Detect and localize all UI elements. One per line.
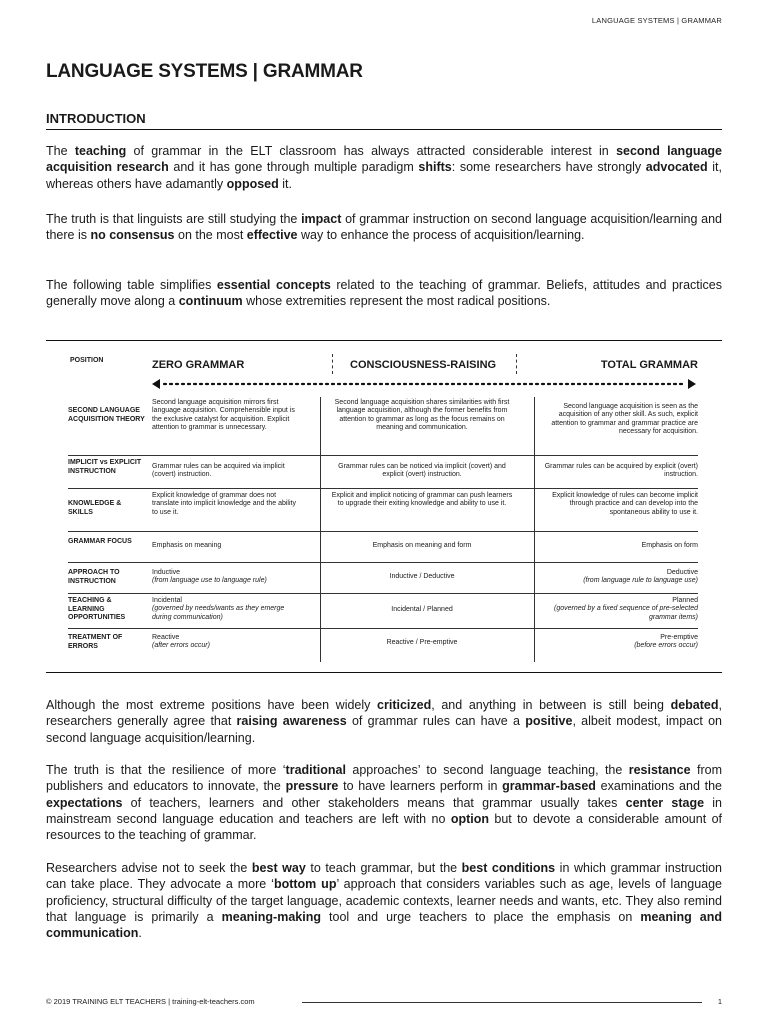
- table-row: [68, 593, 698, 629]
- row-label: GRAMMAR FOCUS: [68, 538, 132, 545]
- cell-cr: Reactive / Pre-emptive: [386, 639, 458, 646]
- section-heading: INTRODUCTION: [46, 111, 722, 130]
- cell-zero: Emphasis on meaning: [152, 542, 222, 549]
- continuum-arrow: [152, 379, 696, 389]
- cell-total: Explicit knowledge of rules can become implicit through practice and can develop into the spontaneous ability to use it.: [552, 492, 698, 516]
- col-zero-grammar: ZERO GRAMMAR: [152, 359, 245, 371]
- table-row: [68, 397, 698, 456]
- position-label: POSITION: [70, 357, 104, 364]
- cell-zero: Incidental (governed by needs/wants as they emerge during communication): [152, 597, 285, 621]
- row-label: TEACHING & LEARNING OPPORTUNITIES: [68, 597, 126, 622]
- footer-rule: [302, 1002, 702, 1003]
- row-label: IMPLICIT vs EXPLICIT INSTRUCTION: [68, 459, 142, 475]
- cell-total: Second language acquisition is seen as the acquisition of any other skill. As such, explicit attention to grammar and grammar practice are necessary for acquisition.: [551, 403, 698, 436]
- cell-cr: Grammar rules can be noticed via implicit (covert) and explicit (overt) instruction.: [338, 463, 506, 479]
- col-divider: [516, 354, 517, 374]
- table-row: [68, 531, 698, 563]
- table-row: [68, 488, 698, 532]
- grammar-positions-table: [46, 340, 722, 673]
- cell-total: Emphasis on form: [641, 542, 698, 549]
- paragraph-3: The following table simplifies essential concepts related to the teaching of grammar. Beliefs, attitudes and practices generally move along a continuum whose extremities represent the most radical positions.: [46, 278, 722, 309]
- cell-total: Pre-emptive (before errors occur): [634, 634, 698, 650]
- cell-cr: Explicit and implicit noticing of grammar can push learners to upgrade their exiting knowledge and ability to use it.: [331, 492, 513, 508]
- cell-cr: Inductive / Deductive: [389, 573, 455, 580]
- cell-total: Grammar rules can be acquired by explicit (overt) instruction.: [544, 463, 698, 479]
- cell-zero: Inductive (from language use to language rule): [152, 569, 267, 585]
- row-label: SECOND LANGUAGE ACQUISITION THEORY: [68, 407, 145, 423]
- col-total-grammar: TOTAL GRAMMAR: [600, 359, 698, 371]
- cell-cr: Second language acquisition shares similarities with first language acquisition, although the former benefits from attention to grammar as long as the focus remains on meaning and communication.: [334, 399, 510, 432]
- paragraph-4: Although the most extreme positions have been widely criticized, and anything in between is still being debated, researchers generally agree that raising awareness of grammar rules can have a positive, albeit modest, impact on second language acquisition/learning.: [46, 698, 722, 745]
- col-consciousness-raising: CONSCIOUSNESS-RAISING: [350, 359, 497, 371]
- cell-zero: Second language acquisition mirrors first language acquisition. Comprehensible input is the exclusive catalyst for acquisition. Explicit attention to grammar is unnecessary.: [152, 399, 295, 432]
- cell-zero: Explicit knowledge of grammar does not translate into implicit knowledge and the ability to use it.: [152, 492, 296, 516]
- footer: [46, 997, 722, 1006]
- paragraph-6: Researchers advise not to seek the best way to teach grammar, but the best conditions in which grammar instruction can take place. They advocate a more ‘bottom up’ approach that considers variables such as age, levels of language proficiency, structural difficulty of the target language, academic contexts, learner needs and wants, etc. They also remind that language is primarily a meaning-making tool and urge teachers to place the emphasis on meaning and communication.: [46, 861, 723, 941]
- paragraph-2: The truth is that linguists are still studying the impact of grammar instruction on second language acquisition/learning and there is no consensus on the most effective way to enhance the process of acquisition/learning.: [46, 212, 722, 243]
- cell-cr: Incidental / Planned: [391, 606, 453, 613]
- paragraph-5: The truth is that the resilience of more ‘traditional approaches’ to second language teaching, the resistance from publishers and educators to innovate, the pressure to have learners perform in grammar-based examinations and the expectations of teachers, learners and other stakeholders means that grammar usually takes center stage in mainstream second language education and teachers are left with no option but to devote a considerable amount of resources to the teaching of grammar.: [46, 763, 722, 843]
- table-row: [68, 562, 698, 594]
- table-row: [68, 455, 698, 489]
- page-title: LANGUAGE SYSTEMS | GRAMMAR: [46, 61, 363, 82]
- cell-zero: Grammar rules can be acquired via implicit (covert) instruction.: [152, 463, 285, 479]
- page-number: 1: [717, 997, 722, 1006]
- cell-total: Planned (governed by a fixed sequence of pre-selected grammar items): [554, 597, 698, 621]
- cell-cr: Emphasis on meaning and form: [372, 542, 472, 549]
- row-label: KNOWLEDGE & SKILLS: [68, 500, 122, 516]
- paragraph-1: The teaching of grammar in the ELT classroom has always attracted considerable interest in second language acquisition research and it has gone through multiple paradigm shifts: some researchers have strongly advocated it, whereas others have adamantly opposed it.: [46, 144, 722, 191]
- table-row: [68, 628, 698, 662]
- section-introduction: [46, 111, 722, 130]
- col-divider: [332, 354, 333, 374]
- row-label: TREATMENT OF ERRORS: [68, 634, 123, 650]
- row-label: APPROACH TO INSTRUCTION: [68, 569, 120, 585]
- footer-copyright: © 2019 TRAINING ELT TEACHERS | training-elt-teachers.com: [46, 997, 255, 1006]
- cell-total: Deductive (from language rule to language use): [583, 569, 698, 585]
- running-head: LANGUAGE SYSTEMS | GRAMMAR: [591, 16, 722, 25]
- cell-zero: Reactive (after errors occur): [152, 634, 210, 650]
